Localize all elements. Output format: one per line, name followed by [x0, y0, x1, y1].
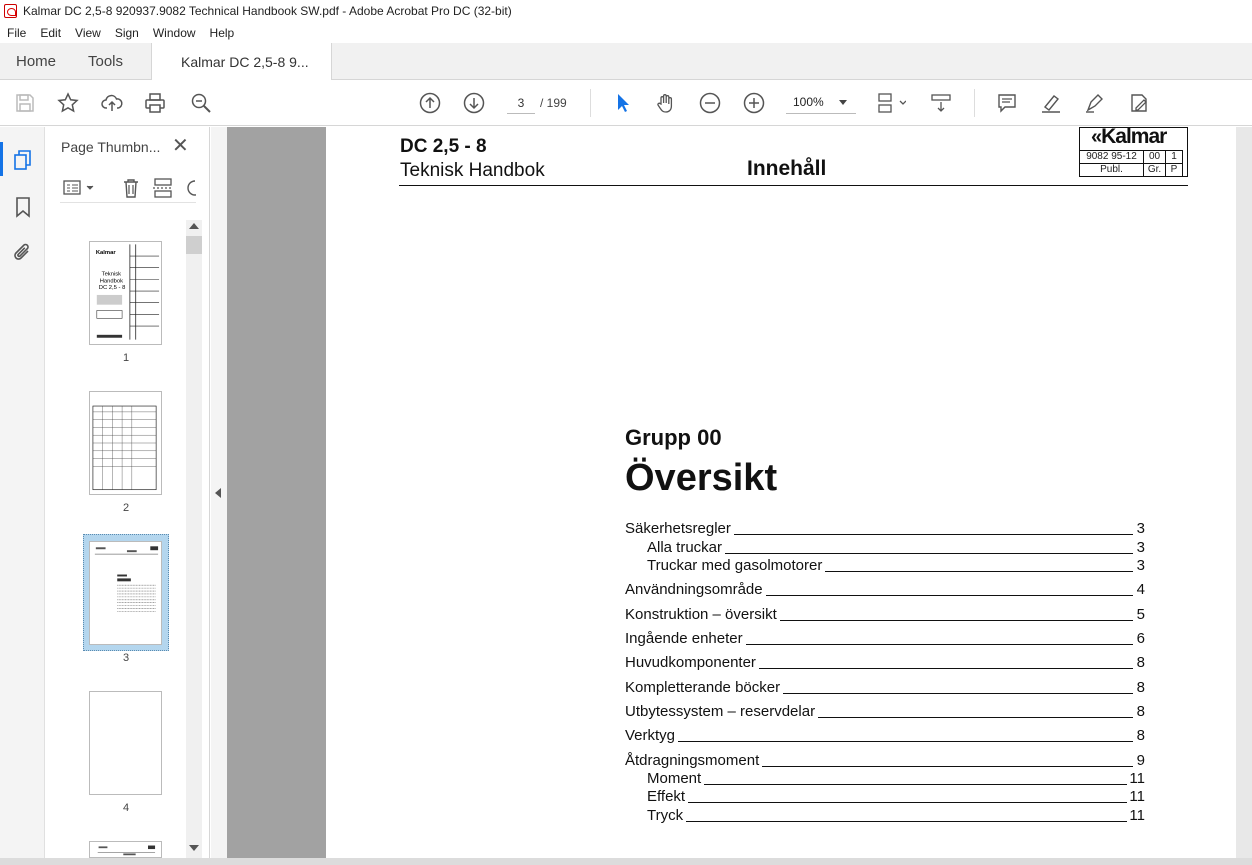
menu-sign[interactable]: Sign — [114, 25, 139, 40]
publication-table — [1079, 150, 1183, 177]
toc-label: Ingående enheter — [625, 630, 743, 647]
group-label: Gr. — [1144, 164, 1166, 177]
toc-page: 8 — [1136, 679, 1145, 696]
menu-window[interactable]: Window — [152, 25, 196, 40]
page-thumbnail-1[interactable] — [89, 241, 162, 345]
rotate-icon[interactable] — [184, 177, 196, 199]
bookmark-star-icon[interactable] — [56, 91, 80, 115]
save-icon[interactable] — [13, 91, 37, 115]
menu-view[interactable]: View — [75, 25, 101, 40]
svg-text:Kalmar: Kalmar — [95, 250, 116, 257]
toc-page: 3 — [1136, 539, 1145, 556]
menu-file[interactable]: File — [7, 25, 27, 40]
toc-leader — [818, 704, 1133, 718]
window-title: Kalmar DC 2,5-8 920937.9082 Technical Handbook SW.pdf - Adobe Acrobat Pro DC (32-bit) — [23, 4, 512, 18]
page-number: 1 — [1166, 151, 1183, 164]
print-icon[interactable] — [143, 91, 167, 115]
toc-leader — [686, 808, 1127, 822]
svg-text:DC 2,5 - 8: DC 2,5 - 8 — [98, 285, 126, 292]
toc-entry[interactable] — [647, 538, 1145, 556]
toc-entry[interactable] — [625, 726, 1145, 744]
page-number-input[interactable] — [507, 92, 535, 114]
tab-bar — [0, 43, 1252, 80]
panel-toolbar — [60, 175, 196, 203]
delete-trash-icon[interactable] — [120, 177, 142, 199]
thumbnail-label: 2 — [122, 502, 130, 514]
scroll-up-arrow-icon[interactable] — [189, 223, 199, 229]
toc-leader — [734, 521, 1133, 535]
comment-icon[interactable] — [995, 91, 1019, 115]
toolbar-divider — [590, 89, 591, 117]
toc-entry[interactable] — [647, 769, 1145, 787]
upload-cloud-icon[interactable] — [100, 91, 124, 115]
header-rule — [399, 185, 1188, 186]
toc-entry[interactable] — [647, 806, 1145, 824]
page-layout-icon[interactable] — [874, 91, 908, 115]
toc-entry[interactable] — [625, 702, 1145, 720]
toc-label: Tryck — [647, 807, 684, 824]
toc-leader — [746, 631, 1133, 645]
toc-leader — [759, 655, 1133, 669]
toc-leader — [762, 753, 1133, 767]
thumbnail-scrollbar[interactable] — [186, 220, 202, 860]
toc-leader — [825, 558, 1133, 572]
thumbnail-label: 3 — [122, 652, 130, 664]
zoom-select[interactable] — [786, 90, 856, 114]
publ-label: Publ. — [1080, 164, 1144, 177]
status-strip — [0, 858, 1252, 865]
chapter-heading: Översikt — [625, 457, 778, 499]
select-cursor-icon[interactable] — [610, 91, 634, 115]
toc-page: 3 — [1136, 520, 1145, 537]
close-icon[interactable]: ✕ — [172, 135, 189, 157]
highlight-pen-icon[interactable] — [1039, 91, 1063, 115]
toc-entry[interactable] — [625, 751, 1145, 769]
sign-pen-icon[interactable] — [1083, 91, 1107, 115]
toc-entry[interactable] — [625, 653, 1145, 671]
toc-label: Säkerhetsregler — [625, 520, 731, 537]
toc-leader — [780, 607, 1133, 621]
toc-label: Kompletterande böcker — [625, 679, 781, 696]
scroll-mode-icon[interactable] — [929, 91, 953, 115]
toc-leader — [783, 680, 1133, 694]
page-thumbnail-4[interactable] — [89, 691, 162, 795]
toc-page: 8 — [1136, 727, 1145, 744]
publ-number: 9082 95-12 — [1080, 151, 1144, 164]
kalmar-logo: «Kalmar — [1091, 125, 1167, 148]
extract-pages-icon[interactable] — [152, 177, 174, 199]
group-heading: Grupp 00 — [625, 425, 722, 450]
svg-text:Handbok: Handbok — [99, 278, 124, 285]
acrobat-pdf-icon — [4, 4, 17, 18]
toc-label: Åtdragningsmoment — [625, 752, 760, 769]
toc-entry[interactable] — [625, 678, 1145, 696]
hand-tool-icon[interactable] — [654, 91, 678, 115]
toc-label: Utbytessystem – reservdelar — [625, 703, 816, 720]
tab-tools[interactable]: Tools — [88, 53, 124, 70]
page-thumbnails-icon[interactable] — [11, 148, 35, 172]
toc-page: 11 — [1129, 807, 1145, 824]
toc-page: 6 — [1136, 630, 1145, 647]
toc-entry[interactable] — [625, 629, 1145, 647]
toc-leader — [688, 789, 1127, 803]
toc-leader — [766, 582, 1133, 596]
toc-page: 3 — [1136, 557, 1145, 574]
toc-label: Verktyg — [625, 727, 676, 744]
toc-page: 4 — [1136, 581, 1145, 598]
toc-page: 5 — [1136, 606, 1145, 623]
page-total: / 199 — [540, 96, 567, 110]
document-scrollbar[interactable] — [1236, 127, 1252, 865]
toc-page: 8 — [1136, 703, 1145, 720]
toc-entry[interactable] — [647, 556, 1145, 574]
toc-label: Huvudkomponenter — [625, 654, 756, 671]
active-indicator — [0, 142, 3, 176]
toc-entry[interactable] — [625, 519, 1145, 537]
toc-leader — [725, 540, 1133, 554]
toc-entry[interactable] — [625, 605, 1145, 623]
toc-label: Moment — [647, 770, 702, 787]
svg-text:Teknisk: Teknisk — [101, 271, 122, 278]
document-model: DC 2,5 - 8 — [400, 136, 487, 157]
zoom-in-icon[interactable] — [742, 91, 766, 115]
group-number: 00 — [1144, 151, 1166, 164]
document-subtitle: Teknisk Handbok — [400, 160, 545, 181]
page-thumbnail-3[interactable] — [89, 541, 162, 645]
thumbnail-label: 4 — [122, 802, 130, 814]
scroll-down-arrow-icon[interactable] — [189, 845, 199, 851]
toolbar-divider — [974, 89, 975, 117]
toc-entry[interactable] — [647, 787, 1145, 805]
page-thumbnail-2[interactable] — [89, 391, 162, 495]
toc-page: 8 — [1136, 654, 1145, 671]
toc-page: 9 — [1136, 752, 1145, 769]
toc-page: 11 — [1129, 788, 1145, 805]
next-page-icon[interactable] — [462, 91, 486, 115]
menu-edit[interactable]: Edit — [40, 25, 62, 40]
thumbnail-scroll-thumb[interactable] — [186, 236, 202, 254]
toc-page: 11 — [1129, 770, 1145, 787]
bookmarks-icon[interactable] — [11, 195, 35, 219]
menu-help[interactable]: Help — [209, 25, 235, 40]
chevron-down-icon — [839, 100, 847, 105]
panel-title: Page Thumbn... — [61, 139, 161, 155]
page-thumbnail-5[interactable] — [89, 841, 162, 858]
document-section-title: Innehåll — [747, 157, 827, 180]
toc-leader — [704, 771, 1127, 785]
thumbnail-label: 1 — [122, 352, 130, 364]
tab-document[interactable]: Kalmar DC 2,5-8 9... — [151, 43, 332, 81]
toc-label: Alla truckar — [647, 539, 723, 556]
toc-label: Effekt — [647, 788, 686, 805]
logo-text: Kalmar — [1101, 125, 1167, 148]
toc-label: Användningsområde — [625, 581, 763, 598]
menu-bar — [0, 22, 1252, 43]
zoom-out-icon[interactable] — [698, 91, 722, 115]
previous-page-icon[interactable] — [418, 91, 442, 115]
left-navigation-rail — [0, 127, 45, 865]
collapse-panel-handle[interactable] — [211, 127, 227, 865]
toc-entry[interactable] — [625, 580, 1145, 598]
toc-label: Konstruktion – översikt — [625, 606, 777, 623]
attachments-icon[interactable] — [11, 241, 35, 265]
tab-home[interactable]: Home — [16, 53, 57, 70]
fill-sign-icon[interactable] — [1127, 91, 1151, 115]
toc-leader — [678, 728, 1133, 742]
zoom-value: 100% — [793, 94, 824, 109]
page-label: P — [1166, 164, 1183, 177]
thumbnail-options-icon[interactable] — [62, 177, 98, 199]
title-bar — [0, 0, 1252, 22]
find-zoom-icon[interactable] — [189, 91, 213, 115]
toc-label: Truckar med gasolmotorer — [647, 557, 823, 574]
